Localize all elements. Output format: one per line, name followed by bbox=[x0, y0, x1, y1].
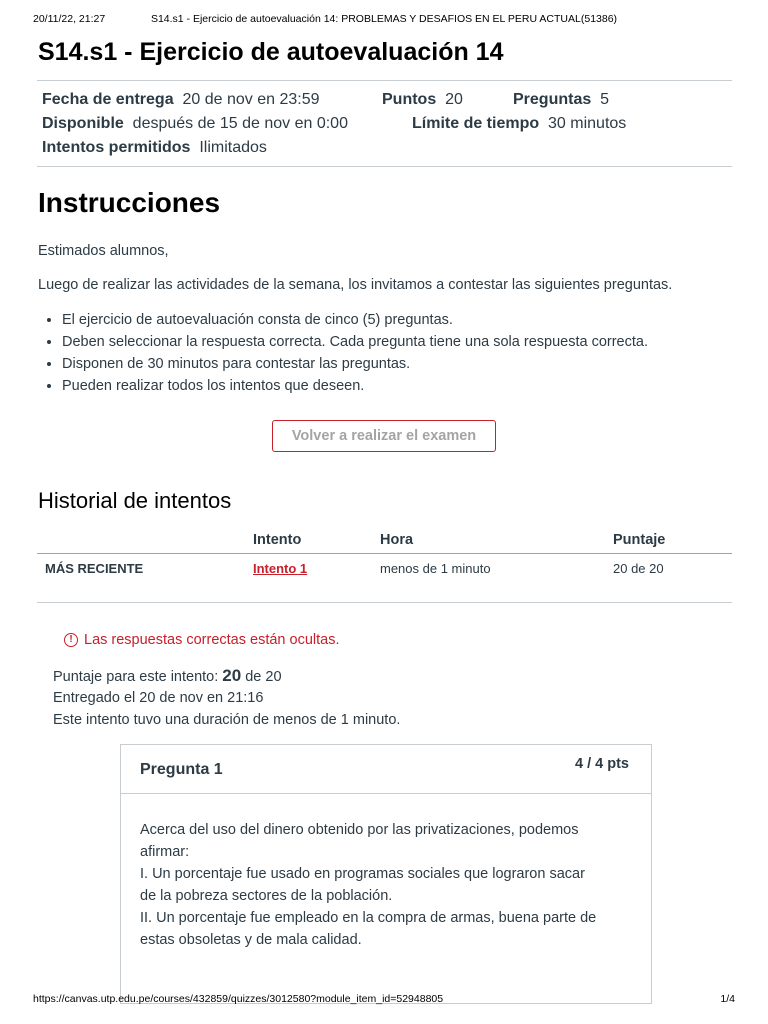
history-heading: Historial de intentos bbox=[38, 488, 232, 513]
question-card bbox=[120, 744, 652, 1004]
attempts-value: Ilimitados bbox=[199, 139, 267, 156]
time-limit bbox=[412, 115, 626, 133]
print-header bbox=[0, 13, 768, 29]
print-url: https://canvas.utp.edu.pe/courses/432859/quizzes/3012580?module_item_id=52948805 bbox=[33, 993, 444, 1005]
available-label: Disponible bbox=[42, 115, 124, 132]
submitted-text: Entregado el 20 de nov en 21:16 bbox=[53, 690, 264, 706]
question-line: estas obsoletas y de mala calidad. bbox=[140, 932, 362, 948]
instructions-heading: Instrucciones bbox=[38, 187, 221, 218]
print-footer bbox=[0, 993, 768, 1009]
attempt-link[interactable]: Intento 1 bbox=[253, 561, 308, 576]
list-item: • Deben seleccionar la respuesta correcta. Cada pregunta tiene una sola respuesta correcta. bbox=[62, 331, 648, 353]
column-header-time: Hora bbox=[380, 532, 414, 548]
questions-value: 5 bbox=[600, 91, 610, 108]
intro-text: Luego de realizar las actividades de la semana, los invitamos a contestar las siguientes preguntas. bbox=[38, 277, 673, 293]
points-label: Puntos bbox=[382, 91, 437, 108]
retake-quiz-button[interactable]: Volver a realizar el examen bbox=[272, 420, 496, 452]
question-title: Pregunta 1 bbox=[140, 761, 223, 778]
question-line: II. Un porcentaje fue empleado en la compra de armas, buena parte de bbox=[140, 910, 597, 926]
column-header-attempt: Intento bbox=[253, 532, 302, 548]
allowed-attempts bbox=[42, 139, 267, 157]
alert-text: Las respuestas correctas están ocultas. bbox=[84, 632, 340, 648]
title-divider bbox=[37, 80, 732, 81]
table-bottom-divider bbox=[37, 602, 732, 603]
row-label: MÁS RECIENTE bbox=[45, 561, 144, 576]
questions-count bbox=[513, 91, 609, 109]
question-line: I. Un porcentaje fue usado en programas sociales que lograron sacar bbox=[140, 866, 585, 882]
questions-label: Preguntas bbox=[513, 91, 592, 108]
attempts-label: Intentos permitidos bbox=[42, 139, 191, 156]
print-page-number: 1/4 bbox=[720, 993, 735, 1005]
table-header-divider bbox=[37, 553, 732, 554]
question-line: Acerca del uso del dinero obtenido por las privatizaciones, podemos bbox=[140, 822, 579, 838]
availability bbox=[42, 115, 348, 133]
instructions-list bbox=[38, 309, 648, 397]
question-header bbox=[121, 745, 651, 794]
available-value: después de 15 de nov en 0:00 bbox=[132, 115, 348, 132]
duration-text: Este intento tuvo una duración de menos de 1 minuto. bbox=[53, 712, 401, 728]
question-points: 4 / 4 pts bbox=[575, 756, 629, 772]
time-limit-value: 30 minutos bbox=[548, 115, 627, 132]
score-prefix: Puntaje para este intento: bbox=[53, 669, 223, 685]
time-limit-label: Límite de tiempo bbox=[412, 115, 540, 132]
print-document-title: S14.s1 - Ejercicio de autoevaluación 14: PROBLEMAS Y DESAFIOS EN EL PERU ACTUAL(51386) bbox=[150, 13, 618, 25]
column-header-score: Puntaje bbox=[613, 532, 666, 548]
greeting-text: Estimados alumnos, bbox=[38, 243, 169, 259]
score-value: 20 bbox=[222, 666, 242, 685]
list-item: • Pueden realizar todos los intentos que deseen. bbox=[62, 375, 648, 397]
attempt-score: 20 de 20 bbox=[613, 561, 664, 576]
meta-divider bbox=[37, 166, 732, 167]
score-suffix: de 20 bbox=[241, 669, 282, 685]
quiz-title: S14.s1 - Ejercicio de autoevaluación 14 bbox=[38, 38, 504, 66]
question-line: afirmar: bbox=[140, 844, 190, 860]
points-value: 20 bbox=[445, 91, 463, 108]
answers-hidden-alert bbox=[64, 632, 340, 648]
score-line bbox=[53, 666, 282, 686]
points bbox=[382, 91, 463, 109]
due-date bbox=[42, 91, 320, 109]
list-item: • Disponen de 30 minutos para contestar las preguntas. bbox=[62, 353, 648, 375]
due-value: 20 de nov en 23:59 bbox=[182, 91, 320, 108]
due-label: Fecha de entrega bbox=[42, 91, 174, 108]
question-line: de la pobreza sectores de la población. bbox=[140, 888, 393, 904]
list-item: • El ejercicio de autoevaluación consta de cinco (5) preguntas. bbox=[62, 309, 648, 331]
warning-icon: ! bbox=[64, 633, 78, 647]
attempt-time: menos de 1 minuto bbox=[380, 561, 491, 576]
question-text bbox=[140, 819, 635, 951]
print-datetime: 20/11/22, 21:27 bbox=[33, 13, 106, 25]
